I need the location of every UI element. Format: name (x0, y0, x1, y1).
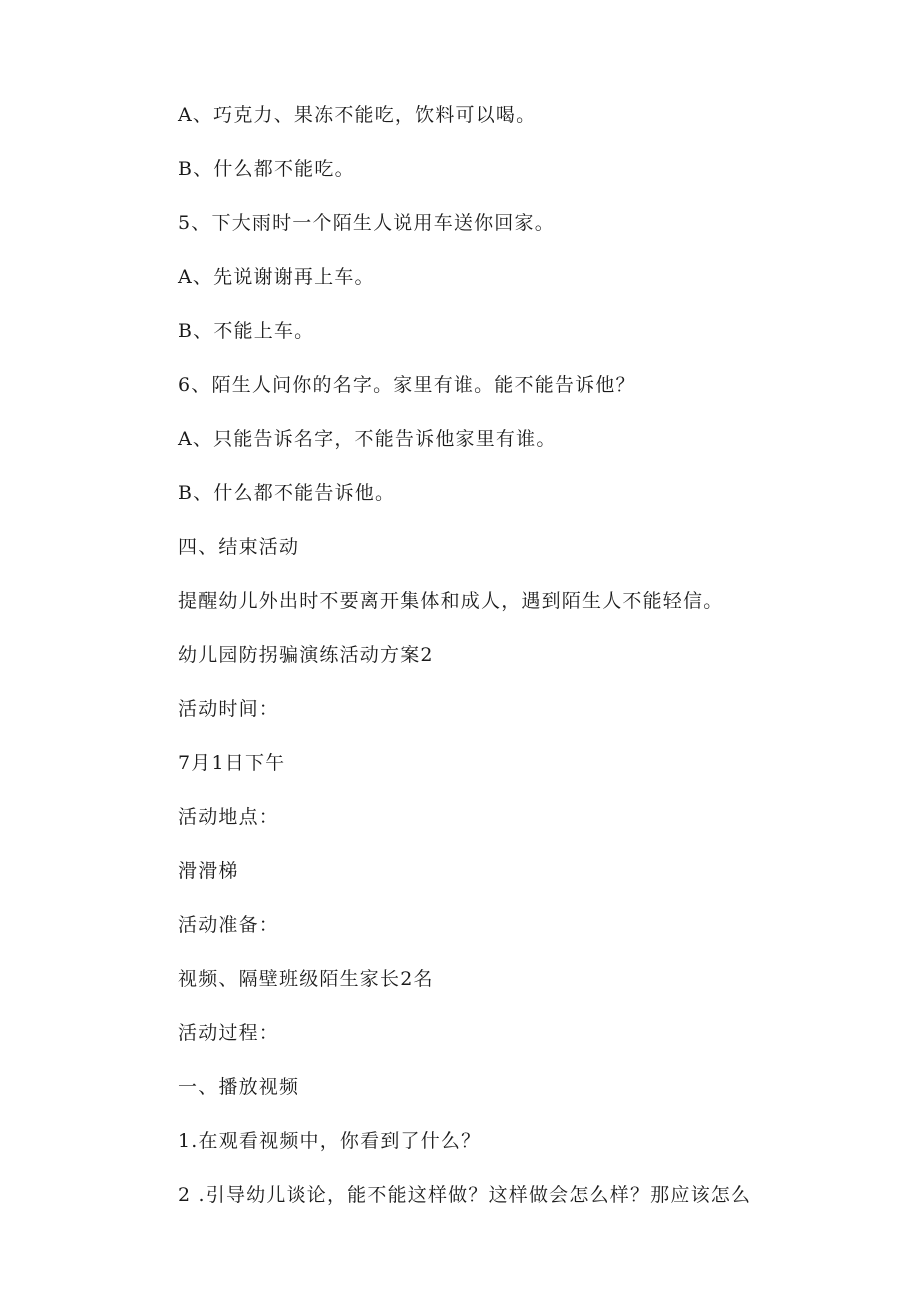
option-b-line: B、什么都不能告诉他。 (178, 482, 396, 504)
option-a-line: A、巧克力、果冻不能吃，饮料可以喝。 (178, 104, 537, 126)
option-b-line: B、不能上车。 (178, 320, 315, 342)
reminder-paragraph: 提醒幼儿外出时不要离开集体和成人，遇到陌生人不能轻信。 (178, 590, 724, 612)
option-a-line: A、只能告诉名字，不能告诉他家里有谁。 (178, 428, 557, 450)
step-item-1: 1.在观看视频中，你看到了什么？ (178, 1130, 482, 1152)
plan-title: 幼儿园防拐骗演练活动方案2 (178, 644, 434, 666)
activity-preparation-label: 活动准备： (178, 914, 280, 936)
activity-time-label: 活动时间： (178, 698, 280, 720)
question-5-line: 5、下大雨时一个陌生人说用车送你回家。 (178, 212, 555, 234)
option-b-line: B、什么都不能吃。 (178, 158, 355, 180)
question-6-line: 6、陌生人问你的名字。家里有谁。能不能告诉他？ (178, 374, 636, 396)
section-heading: 四、结束活动 (178, 536, 300, 558)
step-heading: 一、播放视频 (178, 1076, 300, 1098)
option-a-line: A、先说谢谢再上车。 (178, 266, 375, 288)
step-item-2: 2 .引导幼儿谈论，能不能这样做？这样做会怎么样？那应该怎么 (178, 1184, 752, 1206)
activity-location-value: 滑滑梯 (178, 860, 239, 882)
activity-preparation-value: 视频、隔壁班级陌生家长2名 (178, 968, 434, 990)
activity-process-label: 活动过程： (178, 1022, 280, 1044)
activity-time-value: 7月1日下午 (178, 752, 286, 774)
activity-location-label: 活动地点： (178, 806, 280, 828)
